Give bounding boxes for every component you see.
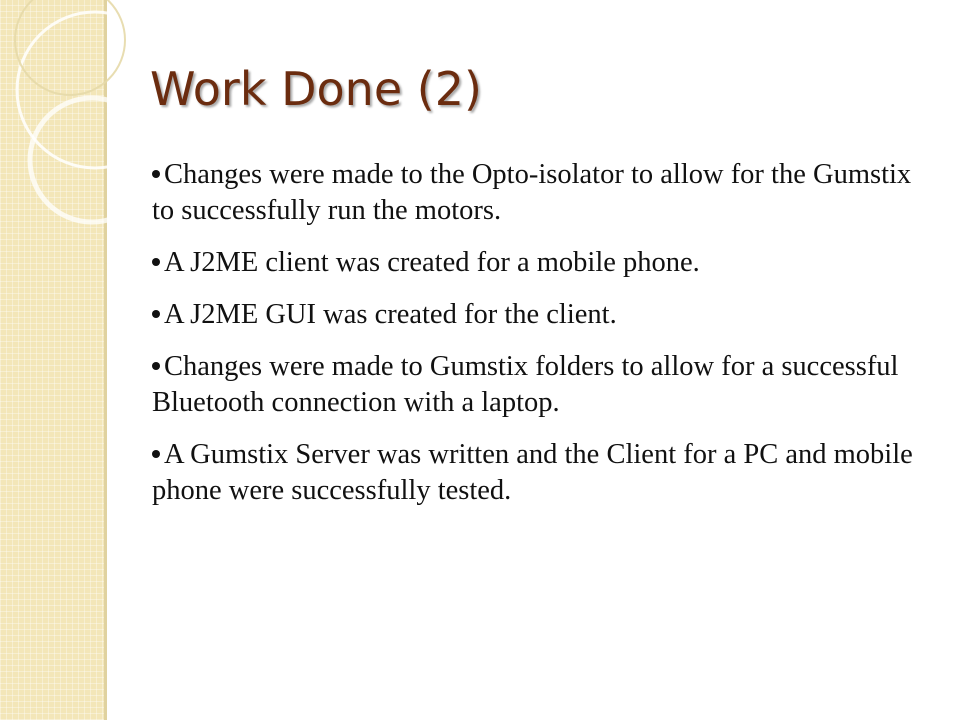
bullet-list [152,157,937,525]
bullet-text: Changes were made to the Opto-isolator to allow for the Gumstix to successfully run the motors. [152,159,912,226]
bullet-item [152,297,937,333]
bullet-item [152,437,937,509]
slide-title: Work Done (2) [150,62,482,116]
bullet-item [152,349,937,421]
bullet-text: A Gumstix Server was written and the Client for a PC and mobile phone were successfully tested. [152,439,913,506]
bullet-text: A J2ME GUI was created for the client. [164,299,617,330]
bullet-dot-icon [152,450,160,458]
bullet-text: A J2ME client was created for a mobile phone. [164,247,700,278]
bullet-item [152,245,937,281]
decorative-circle-medium [30,98,154,222]
bullet-dot-icon [152,310,160,318]
bullet-dot-icon [152,258,160,266]
bullet-text: Changes were made to Gumstix folders to allow for a successful Bluetooth connection with a laptop. [152,351,899,418]
bullet-dot-icon [152,362,160,370]
bullet-dot-icon [152,170,160,178]
bullet-item [152,157,937,229]
